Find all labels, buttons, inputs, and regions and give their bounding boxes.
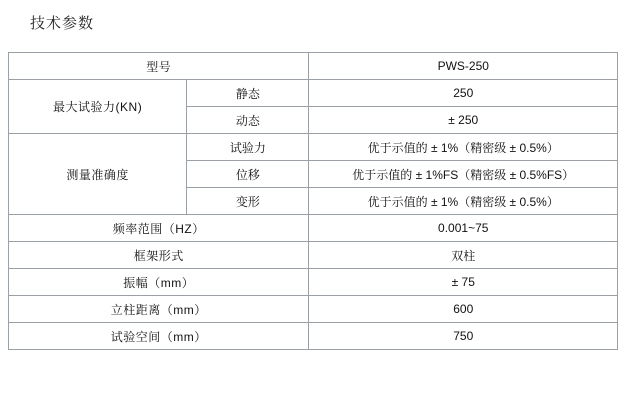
row-label <box>9 323 309 350</box>
row-sublabel: 动态 <box>187 107 309 134</box>
row-value: 250 <box>309 80 618 107</box>
row-label <box>9 269 309 296</box>
row-value: 0.001~75 <box>309 215 618 242</box>
row-label <box>9 134 187 215</box>
row-label-text: 测量准确度 <box>66 167 129 182</box>
technical-parameters-table <box>8 52 618 350</box>
row-label <box>9 53 309 80</box>
table-row <box>9 296 618 323</box>
row-label-text: 立柱距离（mm） <box>110 302 207 317</box>
row-sublabel: 变形 <box>187 188 309 215</box>
row-value: ± 250 <box>309 107 618 134</box>
table-row <box>9 53 618 80</box>
row-label-text: 型号 <box>146 59 172 74</box>
row-value: 750 <box>309 323 618 350</box>
row-label <box>9 296 309 323</box>
row-label-text: 框架形式 <box>133 248 184 263</box>
table-body <box>9 53 618 350</box>
table-row <box>9 215 618 242</box>
row-value: PWS-250 <box>309 53 618 80</box>
row-value: 双柱 <box>309 242 618 269</box>
row-label <box>9 215 309 242</box>
row-value: 优于示值的 ± 1%（精密级 ± 0.5%） <box>309 188 618 215</box>
row-sublabel: 静态 <box>187 80 309 107</box>
table-row <box>9 269 618 296</box>
table-row <box>9 80 618 107</box>
row-label-text: 频率范围（HZ） <box>112 221 205 236</box>
row-sublabel: 试验力 <box>187 134 309 161</box>
table-row <box>9 134 618 161</box>
row-value: 优于示值的 ± 1%（精密级 ± 0.5%） <box>309 134 618 161</box>
row-label-text: 振幅（mm） <box>123 275 195 290</box>
row-label <box>9 242 309 269</box>
table-row <box>9 323 618 350</box>
row-sublabel: 位移 <box>187 161 309 188</box>
row-label-text: 试验空间（mm） <box>110 329 207 344</box>
table-row <box>9 242 618 269</box>
row-value: 优于示值的 ± 1%FS（精密级 ± 0.5%FS） <box>309 161 618 188</box>
row-label-text: 最大试验力(KN) <box>53 100 143 114</box>
row-value: ± 75 <box>309 269 618 296</box>
row-label <box>9 80 187 134</box>
page-title: 技术参数 <box>30 15 95 32</box>
row-value: 600 <box>309 296 618 323</box>
